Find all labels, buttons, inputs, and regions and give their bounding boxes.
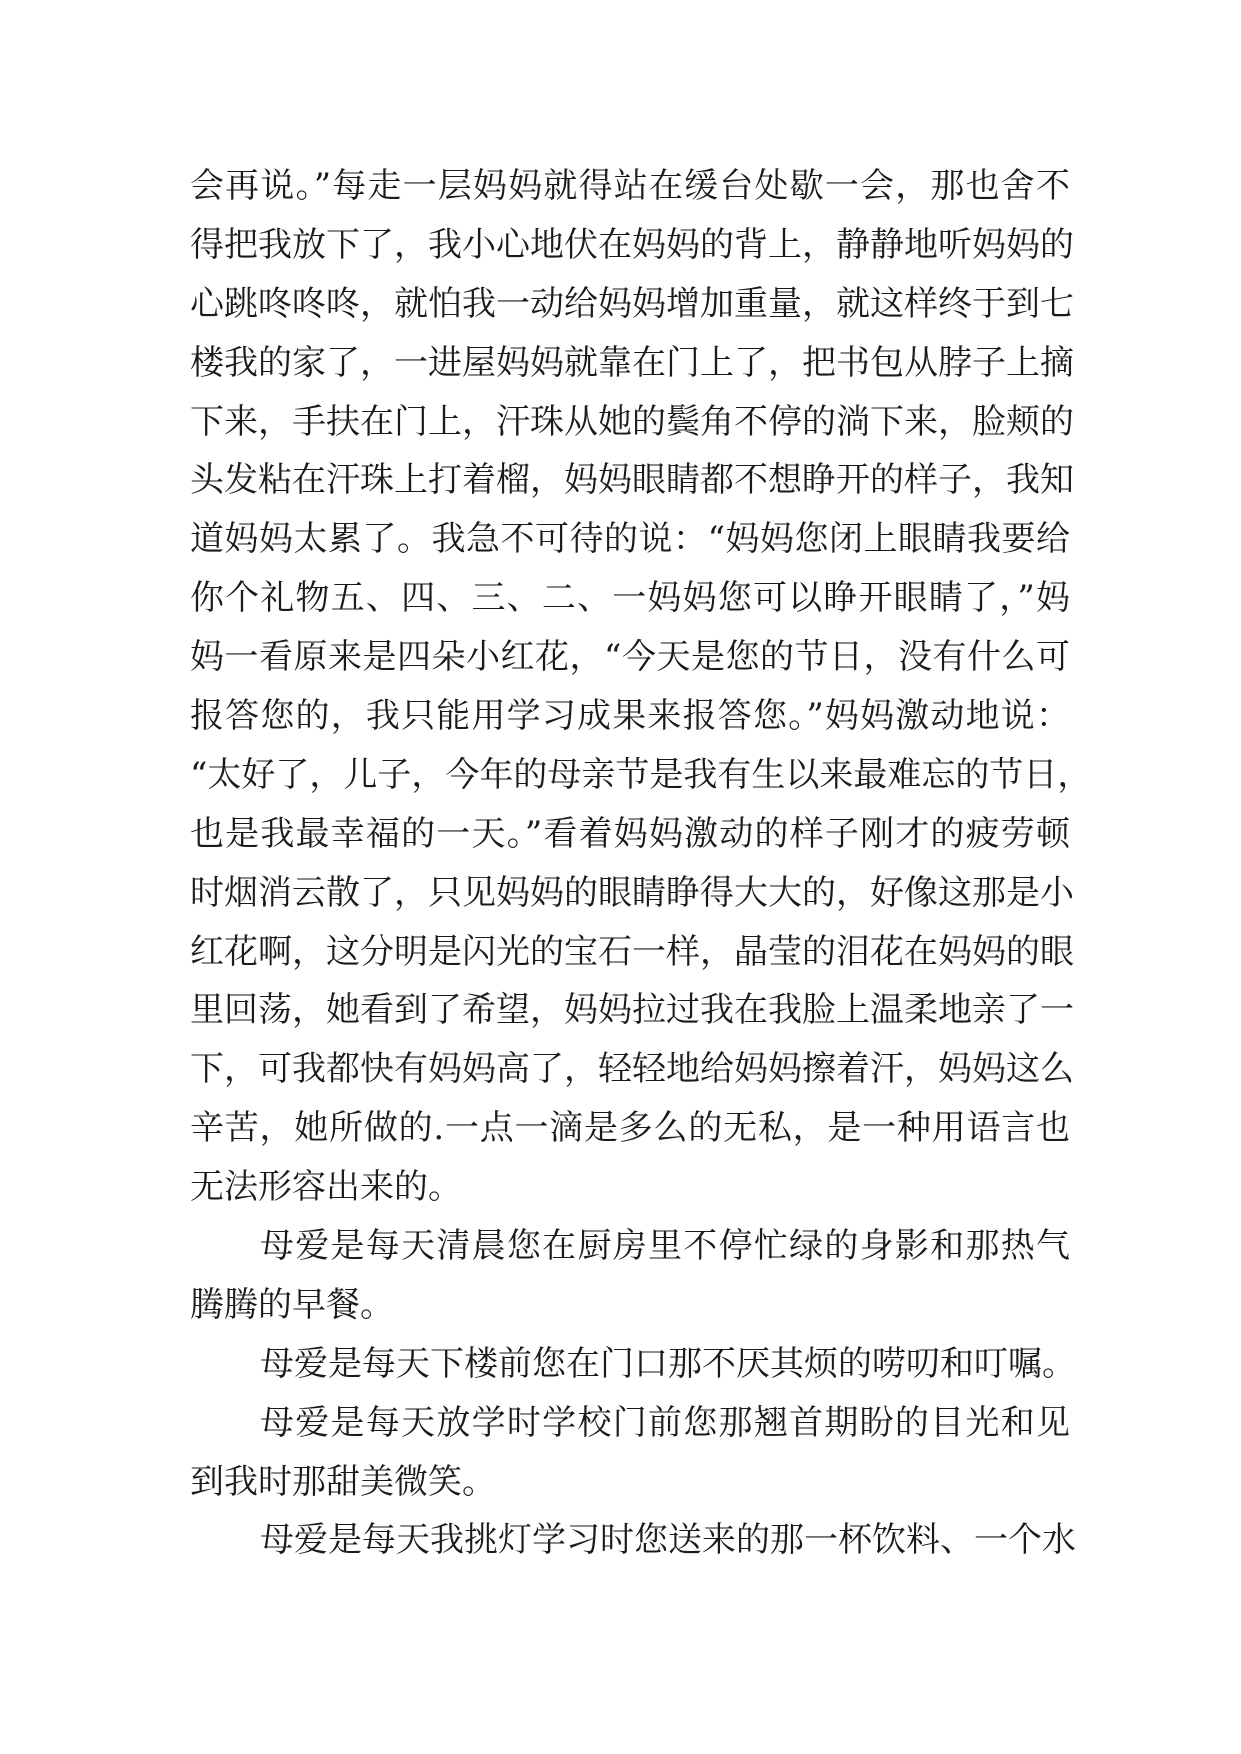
text-line: 母爱是每天清晨您在厨房里不停忙绿的身影和那热气 (260, 1226, 1070, 1267)
text-line: 母爱是每天放学时学校门前您那翘首期盼的目光和见 (260, 1402, 1070, 1443)
text-line: 下，可我都快有妈妈高了，轻轻地给妈妈擦着汗，妈妈这么 (190, 1049, 1074, 1090)
text-line: 头发粘在汗珠上打着榴，妈妈眼睛都不想睁开的样子，我知 (190, 460, 1074, 501)
text-line: 楼我的家了，一进屋妈妈就靠在门上了，把书包从脖子上摘 (190, 342, 1074, 383)
text-line: “太好了，儿子，今年的母亲节是我有生以来最难忘的节日， (190, 754, 1092, 795)
text-line: 里回荡，她看到了希望，妈妈拉过我在我脸上温柔地亲了一 (190, 990, 1074, 1031)
text-line: 道妈妈太累了。我急不可待的说：“妈妈您闭上眼睛我要给 (190, 519, 1070, 560)
text-line: 无法形容出来的。 (190, 1167, 462, 1208)
text-line: 心跳咚咚咚，就怕我一动给妈妈增加重量，就这样终于到七 (190, 283, 1074, 324)
text-line: 腾腾的早餐。 (190, 1284, 394, 1325)
text-line: 红花啊，这分明是闪光的宝石一样，晶莹的泪花在妈妈的眼 (190, 931, 1074, 972)
body-text (190, 157, 1092, 1570)
text-line: 报答您的，我只能用学习成果来报答您。”妈妈激动地说： (190, 696, 1070, 737)
text-line: 得把我放下了，我小心地伏在妈妈的背上，静静地听妈妈的 (190, 224, 1074, 265)
text-line: 母爱是每天我挑灯学习时您送来的那一杯饮料、一个水 (260, 1520, 1076, 1561)
text-line: 母爱是每天下楼前您在门口那不厌其烦的唠叨和叮嘱。 (260, 1343, 1076, 1384)
text-line: 下来，手扶在门上，汗珠从她的鬓角不停的淌下来，脸颊的 (190, 401, 1074, 442)
text-line: 你个礼物五、四、三、二、一妈妈您可以睁开眼睛了，”妈 (190, 578, 1070, 619)
text-line: 到我时那甜美微笑。 (190, 1461, 496, 1502)
text-line: 也是我最幸福的一天。”看着妈妈激动的样子刚才的疲劳顿 (190, 813, 1070, 854)
text-line: 妈一看原来是四朵小红花，“今天是您的节日，没有什么可 (190, 637, 1070, 678)
text-line: 时烟消云散了，只见妈妈的眼睛睁得大大的，好像这那是小 (190, 872, 1074, 913)
text-line: 辛苦，她所做的.一点一滴是多么的无私，是一种用语言也 (190, 1108, 1070, 1149)
text-line: 会再说。”每走一层妈妈就得站在缓台处歇一会，那也舍不 (190, 166, 1070, 206)
